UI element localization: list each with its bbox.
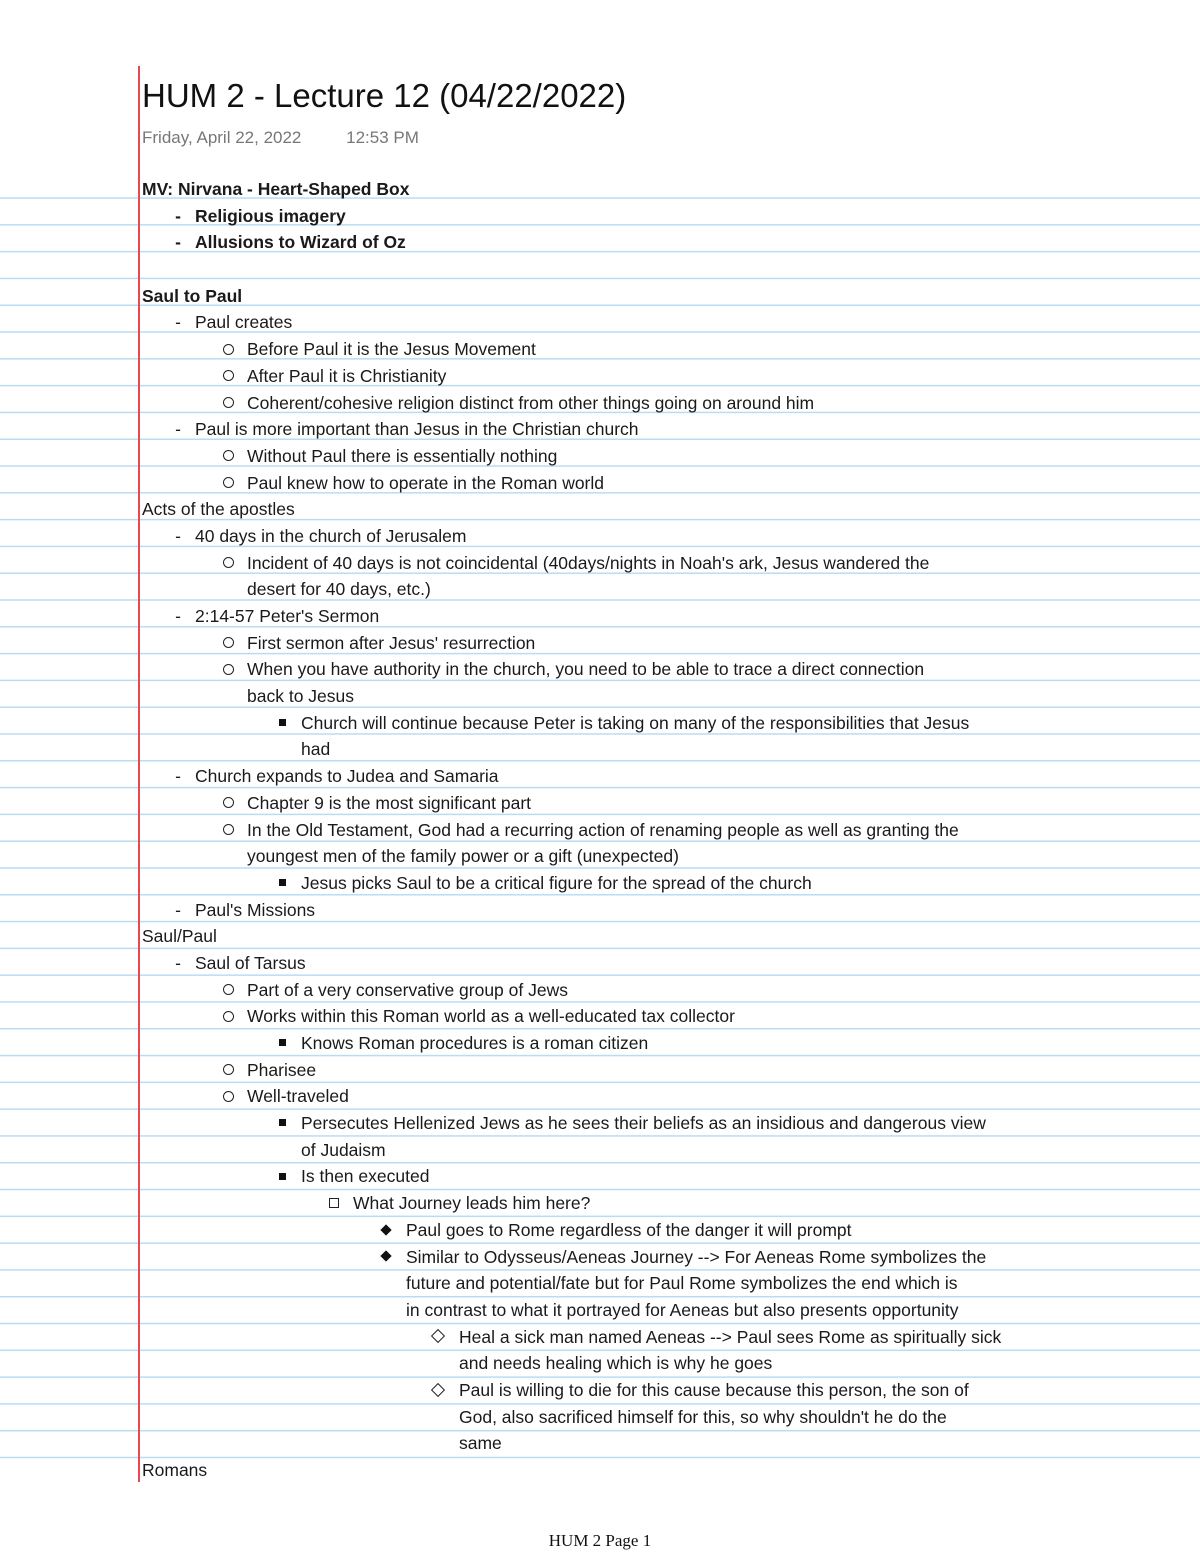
note-line [142,1190,1142,1217]
square-bullet-icon [274,1163,290,1190]
note-line-text: Saul of Tarsus [195,952,306,973]
note-line [142,1003,1142,1030]
note-line-text: First sermon after Jesus' resurrection [247,632,536,653]
note-line [142,336,1142,363]
ring-bullet-icon [220,817,236,844]
note-line-text: Paul's Missions [195,899,316,920]
note-line [142,1163,1142,1190]
note-line [142,1057,1142,1084]
note-line-text: Part of a very conservative group of Jews [247,979,568,1000]
note-line [142,176,1142,203]
note-line-text: Well-traveled [247,1086,349,1107]
note-body[interactable] [142,176,1142,1484]
note-line-text: Similar to Odysseus/Aeneas Journey --> For Aeneas Rome symbolizes the [406,1246,987,1267]
note-line-text: Paul is more important than Jesus in the Christian church [195,419,639,440]
note-line [142,603,1142,630]
ring-bullet-icon [220,790,236,817]
ring-bullet-icon [220,656,236,683]
note-line [142,1404,1142,1431]
note-line [142,1297,1142,1324]
square-bullet-icon [274,870,290,897]
page-time: 12:53 PM [346,128,419,147]
note-line-text: of Judaism [301,1139,386,1160]
note-line-text: desert for 40 days, etc.) [247,579,431,600]
page-meta [142,127,419,149]
note-line [142,790,1142,817]
note-line-text: Before Paul it is the Jesus Movement [247,339,536,360]
page-date: Friday, April 22, 2022 [142,128,302,147]
note-line [142,977,1142,1004]
hollow-square-bullet-icon [326,1190,342,1217]
note-line [142,1110,1142,1137]
ring-bullet-icon [220,390,236,417]
note-line-text: Saul to Paul [142,285,243,306]
note-line-text: in contrast to what it portrayed for Aeneas but also presents opportunity [406,1299,959,1320]
note-line [142,656,1142,683]
note-line-text: and needs healing which is why he goes [459,1353,773,1374]
note-line [142,870,1142,897]
note-line-text: Allusions to Wizard of Oz [195,232,406,253]
note-line-text: Heal a sick man named Aeneas --> Paul sees Rome as spiritually sick [459,1326,1002,1347]
note-line [142,630,1142,657]
dash-bullet-icon: - [175,899,181,920]
page-footer: HUM 2 Page 1 [548,1531,652,1550]
note-line-text: Religious imagery [195,205,346,226]
note-line-text: When you have authority in the church, you need to be able to trace a direct connection [247,659,925,680]
note-line-text: youngest men of the family power or a gift (unexpected) [247,846,679,867]
note-line [142,683,1142,710]
note-line [142,309,1142,336]
note-line [142,550,1142,577]
ring-bullet-icon [220,977,236,1004]
note-line-text: Paul is willing to die for this cause because this person, the son of [459,1379,969,1400]
note-line-text: same [459,1433,502,1454]
note-line [142,1377,1142,1404]
note-line [142,1217,1142,1244]
note-line-text: In the Old Testament, God had a recurring action of renaming people as well as granting the [247,819,959,840]
dash-bullet-icon: - [175,232,181,253]
note-line [142,1270,1142,1297]
note-line [142,229,1142,256]
hollow-diamond-bullet-icon [430,1377,446,1404]
note-line-text: 2:14-57 Peter's Sermon [195,606,380,626]
dash-bullet-icon: - [175,952,181,973]
note-line-text: Works within this Roman world as a well-educated tax collector [247,1006,735,1027]
note-line [142,897,1142,924]
square-bullet-icon [274,1030,290,1057]
note-line-text: Coherent/cohesive religion distinct from other things going on around him [247,392,815,413]
note-line-text: Incident of 40 days is not coincidental (40days/nights in Noah's ark, Jesus wandered the [247,552,930,573]
note-line-text: Knows Roman procedures is a roman citizen [301,1033,649,1053]
dash-bullet-icon: - [175,419,181,440]
note-line-text: Jesus picks Saul to be a critical figure for the spread of the church [301,872,812,893]
note-line-text: God, also sacrificed himself for this, so why shouldn't he do the [459,1406,947,1427]
note-line [142,736,1142,763]
note-line-text: back to Jesus [247,686,354,707]
margin-line [138,66,140,1482]
dash-bullet-icon: - [175,525,181,546]
note-line [142,843,1142,870]
note-line [142,443,1142,470]
note-line-text: Is then executed [301,1166,430,1187]
note-line [142,283,1142,310]
ring-bullet-icon [220,336,236,363]
note-line-text: What Journey leads him here? [353,1193,591,1214]
note-line [142,363,1142,390]
diamond-bullet-icon [378,1217,394,1244]
ring-bullet-icon [220,470,236,497]
note-line [142,1350,1142,1377]
ring-bullet-icon [220,443,236,470]
note-line-text: Pharisee [247,1059,317,1080]
note-line [142,390,1142,417]
note-line-text: Church will continue because Peter is taking on many of the responsibilities that Jesus [301,712,970,733]
hollow-diamond-bullet-icon [430,1324,446,1351]
dash-bullet-icon: - [175,606,181,626]
note-line [142,1324,1142,1351]
dash-bullet-icon: - [175,312,181,333]
note-line-text: Persecutes Hellenized Jews as he sees their beliefs as an insidious and dangerous view [301,1113,986,1134]
note-line [142,817,1142,844]
note-line-text: Paul knew how to operate in the Roman world [247,472,605,493]
note-line [142,416,1142,443]
note-line-text: After Paul it is Christianity [247,365,447,386]
note-line [142,496,1142,523]
note-line [142,576,1142,603]
note-line [142,470,1142,497]
diamond-bullet-icon [378,1244,394,1271]
note-line [142,1137,1142,1164]
ring-bullet-icon [220,1083,236,1110]
note-line-text: Chapter 9 is the most significant part [247,792,532,813]
note-line-text: Romans [142,1460,208,1480]
note-line [142,1244,1142,1271]
note-line [142,710,1142,737]
note-line [142,1457,1142,1484]
note-line [142,763,1142,790]
note-line [142,950,1142,977]
dash-bullet-icon: - [175,766,181,787]
ring-bullet-icon [220,1057,236,1084]
square-bullet-icon [274,1110,290,1137]
note-line-text: Acts of the apostles [142,499,295,520]
note-line-text: Church expands to Judea and Samaria [195,766,499,787]
note-line [142,923,1142,950]
ring-bullet-icon [220,363,236,390]
note-line [142,1083,1142,1110]
note-line [142,256,1142,283]
note-line [142,1030,1142,1057]
note-line-text: 40 days in the church of Jerusalem [195,525,467,546]
ring-bullet-icon [220,630,236,657]
note-line-text: Paul creates [195,312,293,333]
note-line [142,203,1142,230]
note-line [142,1430,1142,1457]
note-line-text: Saul/Paul [142,926,217,947]
note-line [142,523,1142,550]
note-line-text: MV: Nirvana - Heart-Shaped Box [142,179,410,199]
ring-bullet-icon [220,550,236,577]
page-title[interactable]: HUM 2 - Lecture 12 (04/22/2022) [142,77,627,114]
note-line-text: Without Paul there is essentially nothing [247,445,558,466]
note-line-text: Paul goes to Rome regardless of the danger it will prompt [406,1219,852,1240]
dash-bullet-icon: - [175,205,181,226]
note-line-text: had [301,739,331,760]
square-bullet-icon [274,710,290,737]
note-line-text: future and potential/fate but for Paul Rome symbolizes the end which is [406,1273,958,1294]
ring-bullet-icon [220,1003,236,1030]
